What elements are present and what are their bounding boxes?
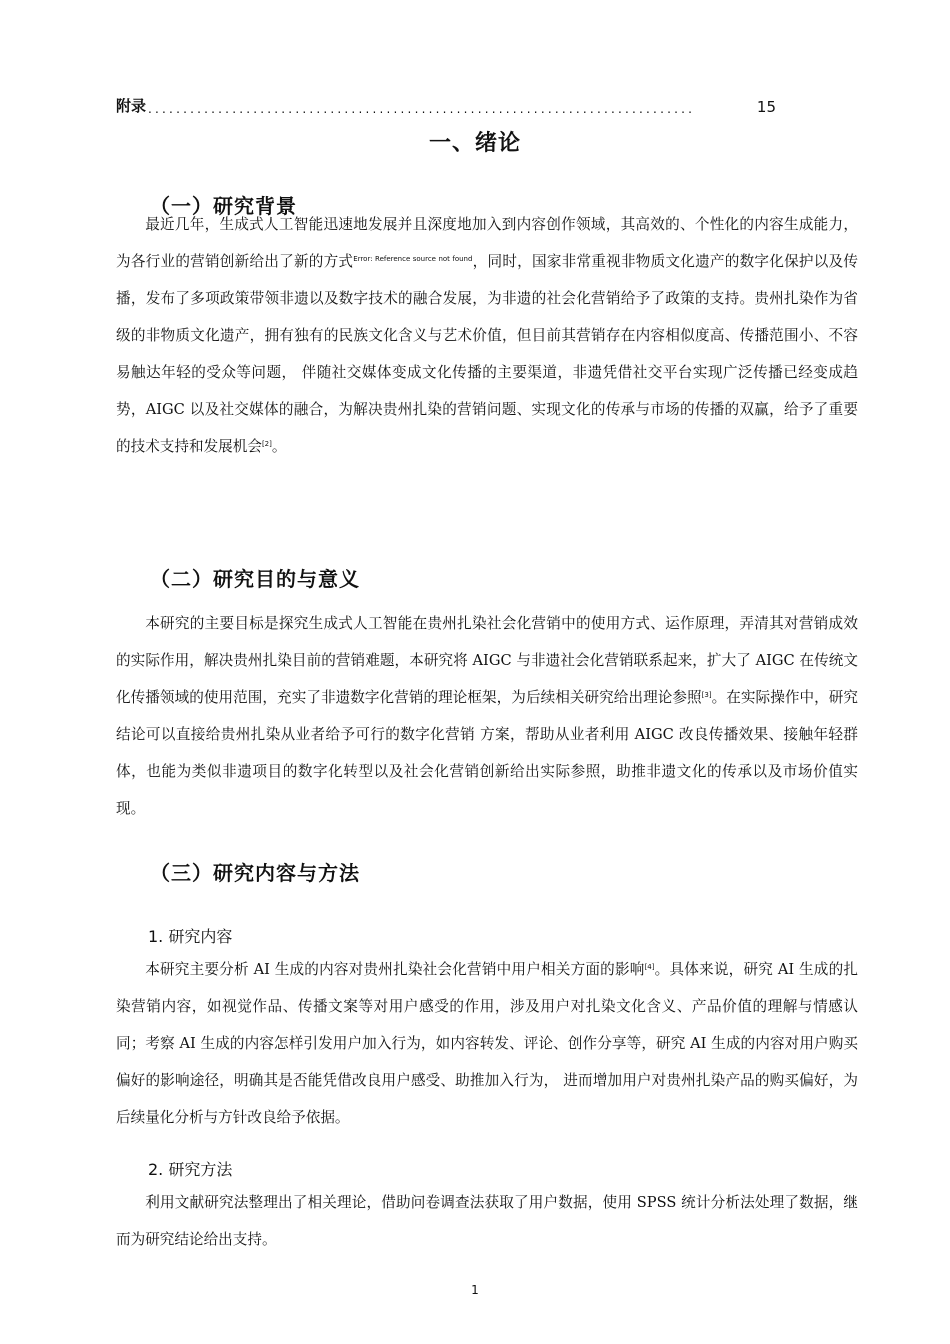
paragraph-background — [116, 206, 858, 465]
toc-label: 附录 — [116, 97, 147, 115]
paragraph-method: 利用文献研究法整理出了相关理论，借助问卷调查法获取了用户数据，使用 SPSS 统计分析法处理了数据，继而为研究结论给出支持。 — [116, 1194, 858, 1248]
citation-ref[interactable]: [3] — [701, 691, 712, 699]
paragraph-text: 本研究主要分析 AI 生成的内容对贵州扎染社会化营销中用户相关方面的影响 — [145, 961, 645, 978]
citation-ref[interactable]: [4] — [644, 963, 655, 971]
subsection-heading-content: 1. 研究内容 — [148, 927, 233, 946]
toc-page-number: 15 — [756, 98, 776, 116]
subsection-heading-method: 2. 研究方法 — [148, 1160, 233, 1179]
toc-leader-dots: .............................................................................. — [148, 102, 696, 116]
paragraph-text: 本研究的主要目标是探究生成式人工智能在贵州扎染社会化营销中的使用方式、运作原理，弄清其对营销成效的实际作用，解决贵州扎染目前的营销难题，本研究将 AIGC 与非遗社会化营销联系起来，扩大了 AIGC 在传统文化传播领域的使用范围，充实了非遗数字化营销的理论框架，为后续相关研究给出理论参照 — [116, 615, 858, 706]
section-heading-purpose: （二）研究目的与意义 — [150, 567, 360, 591]
chapter-title: 一、绪论 — [428, 131, 521, 156]
paragraph-purpose — [116, 605, 858, 827]
section-heading-content-method: （三）研究内容与方法 — [150, 861, 360, 885]
paragraph-text: 最近几年，生成式人工智能迅速地发展并且深度地加入到内容创作领域，其高效的、个性化的内容生成能力， 为各行业的营销创新给出了新的方式 — [116, 216, 858, 270]
citation-ref[interactable]: [2] — [261, 440, 272, 448]
reference-error-note: Error: Reference source not found — [353, 255, 473, 263]
paragraph-text: 。 — [271, 438, 287, 455]
paragraph-content — [116, 951, 858, 1136]
paragraph-text: 。在实际操作中，研究结论可以直接给贵州扎染从业者给予可行的数字化营销 方案，帮助从业者利用 AIGC 改良传播效果、接触年轻群体，也能为类似非遗项目的数字化转型以及社会化营销创新给出实际参照，助推非遗文化的传承以及市场价值实现。 — [116, 689, 858, 817]
toc-entry-appendix[interactable] — [116, 94, 776, 116]
section-heading-background: （一）研究背景 — [150, 194, 297, 218]
paragraph-text: 。具体来说，研究 AI 生成的扎染营销内容，如视觉作品、传播文案等对用户感受的作用，涉及用户对扎染文化含义、产品价值的理解与情感认同；考察 AI 生成的内容怎样引发用户加入行为，如内容转发、评论、创作分享等，研究 AI 生成的内容对用户购买偏好的影响途径，明确其是否能凭借改良用户感受、助推加入行为， 进而增加用户对贵州扎染产品的购买偏好，为后续量化分析与方针改良给予依据。 — [116, 961, 858, 1126]
page-number: 1 — [471, 1283, 479, 1297]
paragraph-text: ，同时，国家非常重视非物质文化遗产的数字化保护以及传播，发布了多项政策带领非遗以及数字技术的融合发展，为非遗的社会化营销给予了政策的支持。贵州扎染作为省级的非物质文化遗产，拥有独有的民族文化含义与艺术价值，但目前其营销存在内容相似度高、传播范围小、不容易触达年轻的受众等问题， 伴随社交媒体变成文化传播的主要渠道，非遗凭借社交平台实现广泛传播已经变成趋势，AIGC 以及社交媒体的融合，为解决贵州扎染的营销问题、实现文化的传承与市场的传播的双赢，给予了重要的技术支持和发展机会 — [116, 253, 858, 455]
